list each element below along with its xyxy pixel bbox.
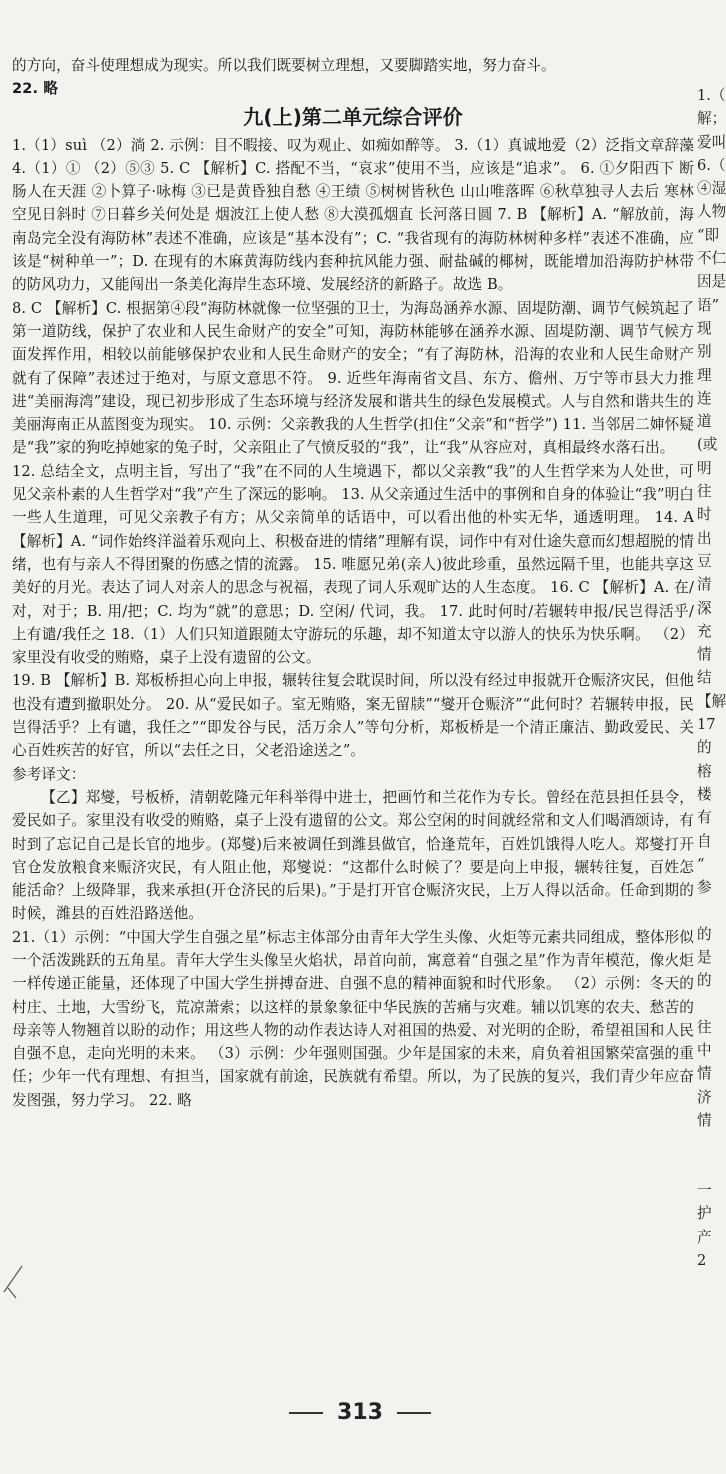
adjacent-page-fragment: 深 bbox=[697, 599, 712, 617]
adjacent-page-fragment: 往 bbox=[697, 1018, 712, 1036]
adjacent-page-fragment: 别 bbox=[697, 343, 712, 361]
page-number-dash-left bbox=[289, 1412, 323, 1414]
section-title: 九(上)第二单元综合评价 bbox=[243, 104, 463, 129]
adjacent-page-fragment: 不仁 bbox=[697, 250, 726, 268]
adjacent-page-fragment: 1.（ bbox=[697, 87, 726, 104]
adjacent-page-fragment: 结 bbox=[697, 669, 712, 687]
answer-paragraph-19-20: 19. B 【解析】B. 郑板桥担心向上申报，辗转往复会耽误时间，所以没有经过申报就开仓赈济灾民，但他也没有遭到撤职处分。 20. 从“爱民如子。室无贿赂，案无留牍”“燮开仓赈济”“此何时？若辗转申报，民岂得活乎？上有谴，我任之”“即发谷与民，活万余人”等句分析，郑板桥是一个清正廉洁、勤政爱民、关心百姓疾苦的好官，所以“去任之日，父老沿途送之”。 bbox=[12, 672, 694, 760]
adjacent-page-fragment: 爱叫 bbox=[697, 133, 726, 151]
adjacent-page-fragment: 的 bbox=[697, 972, 712, 990]
adjacent-page-fragment: 往 bbox=[697, 483, 712, 501]
adjacent-page-fragment bbox=[697, 1132, 720, 1155]
adjacent-page-fragment: 出 bbox=[697, 529, 712, 547]
answer-paragraph-12-18: 12. 总结全文，点明主旨，写出了“我”在不同的人生境遇下，都以父亲教“我”的人生哲学来为人处世，可见父亲朴素的人生哲学对“我”产生了深远的影响。 13. 从父亲通过生活中的事例和自身的体验让“我”明白一些人生道理，可见父亲教子有方；从父亲简单的话语中，可以看出他的朴实无华，通透明理。 14. A 【解析】A. “词作始终洋溢着乐观向上、积极奋进的情绪”理解有误，词作中有对仕途失意而幻想超脱的情绪，也有与亲人不得团聚的伤感之情的流露。 15. 唯愿兄弟(亲人)彼此珍重，虽然远隔千里，也能共享这美好的月光。表达了词人对亲人的思念与祝福，表现了词人乐观旷达的人生态度。 16. C 【解析】A. 在/对，对于；B. 用/把；C. 均为“就”的意思；D. 空闲/ 代词，我。 17. 此时何时/若辗转申报/民岂得活乎/上有谴/我任之 18.（1）人们只知道跟随太守游玩的乐趣，却不知道太守以游人的快乐为快乐啊。 （2）家里没有收受的贿赂，桌子上没有遗留的公文。 bbox=[12, 462, 694, 667]
item-22-answer: 22. 略 bbox=[12, 80, 59, 98]
adjacent-page-fragment: (或 bbox=[697, 436, 718, 454]
page-number-text: 313 bbox=[337, 1400, 383, 1425]
adjacent-page-fragment bbox=[697, 1156, 720, 1179]
adjacent-page-fragment: 护 bbox=[697, 1205, 712, 1223]
adjacent-page-fragment: 一 bbox=[697, 1181, 712, 1199]
adjacent-page-fragment: 现 bbox=[697, 319, 712, 337]
adjacent-page-fragment: 的 bbox=[697, 925, 712, 943]
adjacent-page-fragment: 有 bbox=[697, 809, 712, 827]
adjacent-page-fragment: 榕 bbox=[697, 762, 712, 780]
adjacent-page-fragment: 情 bbox=[697, 1065, 712, 1083]
pencil-mark bbox=[0, 1262, 30, 1302]
adjacent-page-fragment: ④湿 bbox=[697, 180, 726, 198]
adjacent-page-fragment: 2 bbox=[697, 1251, 707, 1269]
adjacent-page-fragment: 产 bbox=[697, 1228, 712, 1246]
adjacent-page-fragment: 充 bbox=[697, 622, 712, 640]
adjacent-page-fragment: 【解 bbox=[697, 692, 726, 710]
adjacent-page-fragment: 明 bbox=[697, 459, 712, 477]
answer-paragraph-21-22: 21.（1）示例：“中国大学生自强之星”标志主体部分由青年大学生头像、火炬等元素共同组成，整体形似一个活泼跳跃的五角星。青年大学生头像呈火焰状，昂首向前，寓意着“自强之星”作为青年模范，像火炬一样传递正能量，还体现了中国大学生拼搏奋进、自强不息的精神面貌和时代形象。 （2）示例：冬天的村庄、土地，大雪纷飞，荒凉萧索；以这样的景象象征中华民族的苦痛与灾难。辅以饥寒的农夫、愁苦的母亲等人物翘首以盼的动作；用这些人物的动作表达诗人对祖国的热爱、对光明的企盼，希望祖国和人民自强不息，走向光明的未来。 （3）示例：少年强则国强。少年是国家的未来，肩负着祖国繁荣富强的重任；少年一代有理想、有担当，国家就有前途，民族就有希望。所以，为了民族的复兴，我们青少年应奋发图强，努力学习。 22. 略 bbox=[12, 928, 694, 1109]
adjacent-page-fragment: 语” bbox=[697, 296, 720, 314]
adjacent-page-fragment: 清 bbox=[697, 576, 712, 594]
adjacent-page-fragment: 的 bbox=[697, 739, 712, 757]
adjacent-page-fragment bbox=[697, 993, 720, 1016]
adjacent-page-fragment: 情 bbox=[697, 1112, 712, 1130]
adjacent-page-fragment: 济 bbox=[697, 1088, 712, 1106]
adjacent-page-fragment: 道 bbox=[697, 413, 712, 431]
adjacent-page-fragment: “即 bbox=[697, 226, 720, 244]
adjacent-page-fragment: 解； bbox=[697, 110, 726, 128]
adjacent-page-fragment: 6.（ bbox=[697, 156, 726, 174]
translation-label: 参考译文： bbox=[12, 765, 86, 783]
adjacent-page-fragment: 连 bbox=[697, 389, 712, 407]
adjacent-page-fragment: 豆 bbox=[697, 552, 712, 570]
page-number-dash-right bbox=[397, 1412, 431, 1414]
adjacent-page-fragment: 时 bbox=[697, 506, 712, 524]
adjacent-page-fragment: 中 bbox=[697, 1042, 712, 1060]
adjacent-page-fragment: 因是 bbox=[697, 273, 726, 291]
adjacent-page-fragment: “ bbox=[697, 855, 705, 873]
answer-paragraph-1-7: 1.（1）suì （2）淌 2. 示例：目不暇接、叹为观止、如痴如醉等。 3.（1）真诚地爱（2）泛指文章辞藻 4.（1）① （2）⑤③ 5. C 【解析】C. 搭配不当，“哀求”使用不当，应该是“追求”。 6. ①夕阳西下 断肠人在天涯 ②卜算子·咏梅 ③已是黄昏独自愁 ④王绩 ⑤树树皆秋色 山山唯落晖 ⑥秋草独寻人去后 寒林空见日斜时 ⑦日暮乡关何处是 烟波江上使人愁 ⑧大漠孤烟直 长河落日圆 7. B 【解析】A. “解放前，海南岛完全没有海防林”表述不准确，应该是“基本没有”；C. “我省现有的海防林树种多样”表述不准确，应该是“树种单一”；D. 在现有的木麻黄海防线内套种抗风能力强、耐盐碱的椰树，既能增加沿海防护林带的防风功力，又能闯出一条美化海岸生态环境、发展经济的新路子。故选 B。 bbox=[12, 136, 694, 294]
adjacent-page-fragment: 理 bbox=[697, 366, 712, 384]
adjacent-page-strip bbox=[697, 84, 726, 1272]
continued-text-line: 的方向，奋斗使理想成为现实。所以我们既要树立理想，又要脚踏实地，努力奋斗。 bbox=[12, 57, 556, 74]
adjacent-page-fragment: 人物 bbox=[697, 203, 726, 221]
answer-paragraph-8-11: 8. C 【解析】C. 根据第④段“海防林就像一位坚强的卫士，为海岛涵养水源、固堤防潮、调节气候筑起了第一道防线，保护了农业和人民生命财产的安全”可知，海防林能够在涵养水源、固堤防潮、调节气候方面发挥作用，相较以前能够保护农业和人民生命财产的安全；“有了海防林，沿海的农业和人民生命财产就有了保障”表述过于绝对，与原文意思不符。 9. 近些年海南省文昌、东方、儋州、万宁等市县大力推进“美丽海湾”建设，现已初步形成了生态环境与经济发展和谐共生的绿色发展模式。人与自然和谐共生的美丽海南正从蓝图变为现实。 10. 示例：父亲教我的人生哲学(扣住“父亲”和“哲学”) 11. 当邻居二婶怀疑是“我”家的狗吃掉她家的兔子时，父亲阻止了气愤反驳的“我”，让“我”从容应对，真相最终水落石出。 bbox=[12, 299, 694, 457]
adjacent-page-fragment: 是 bbox=[697, 948, 712, 966]
adjacent-page-fragment: 参 bbox=[697, 879, 712, 897]
adjacent-page-fragment: 自 bbox=[697, 832, 712, 850]
adjacent-page-fragment bbox=[697, 899, 720, 922]
page-number bbox=[0, 1400, 720, 1425]
adjacent-page-fragment: 情 bbox=[697, 646, 712, 664]
translation-text: 【乙】郑燮，号板桥，清朝乾隆元年科举得中进士，把画竹和兰花作为专长。曾经在范县担任县令，爱民如子。家里没有收受的贿赂，桌子上没有遗留的公文。郑公空闲的时间就经常和文人们喝酒颂诗，有时到了忘记自己是长官的地步。(郑燮)后来被调任到潍县做官，恰逢荒年，百姓饥饿得人吃人。郑燮打开官仓发放粮食来赈济灾民，有人阻止他，郑燮说：“这都什么时候了？要是向上申报，辗转往复，百姓怎能活命？上级降罪，我来承担(开仓济民的后果)。”于是打开官仓赈济灾民，上万人得以活命。任命到期的时候，潍县的百姓沿路送他。 bbox=[12, 788, 694, 923]
answer-column bbox=[12, 54, 694, 1112]
adjacent-page-fragment: 楼 bbox=[697, 785, 712, 803]
adjacent-page-fragment: 17 bbox=[697, 716, 716, 734]
